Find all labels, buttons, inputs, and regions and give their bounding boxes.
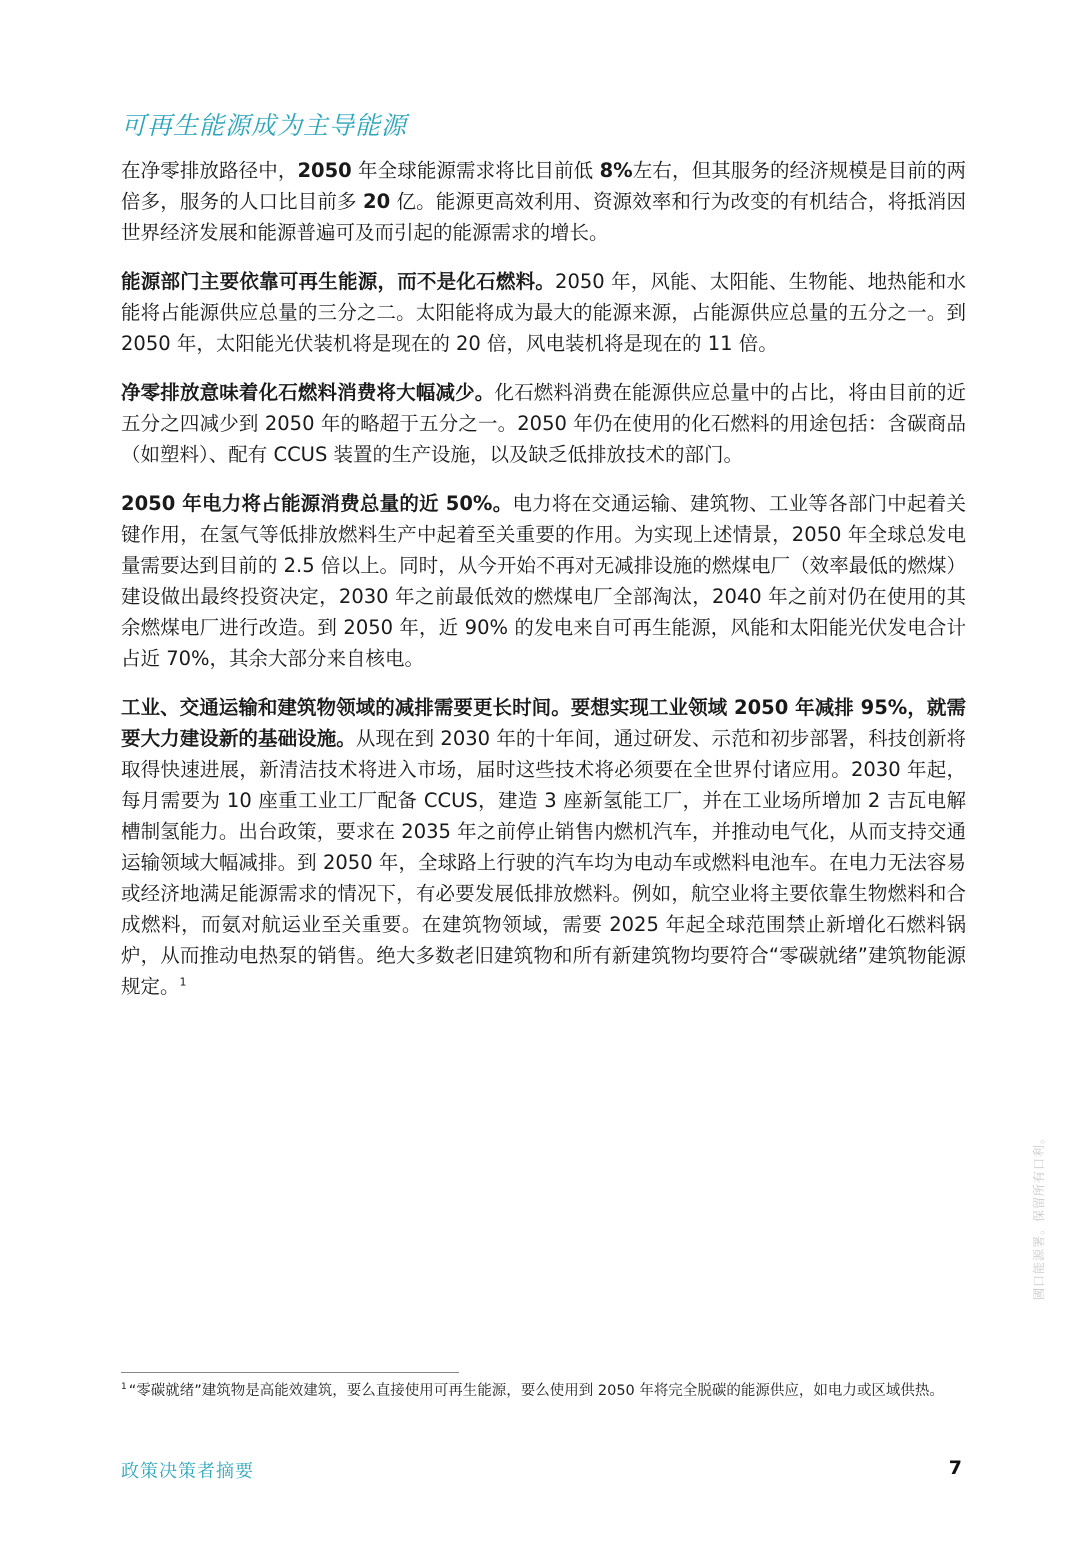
paragraph-2-text: 2050 年，风能、太阳能、生物能、地热能和水能将占能源供应总量的三分之二。太阳能将成为最大的能源来源，占能源供应总量的五分之一。到 2050 年，太阳能光伏装机将是现在的 20 倍，风电装机将是现在的 11 倍。 [121,270,966,355]
footnote-marker: 1 [121,1382,127,1393]
paragraph-3-text: 化石燃料消费在能源供应总量中的占比，将由目前的近五分之四减少到 2050 年的略超于五分之一。2050 年仍在使用的化石燃料的用途包括：含碳商品（如塑料）、配有 CCUS 装置的生产设施，以及缺乏低排放技术的部门。 [121,381,966,466]
paragraph-1-year: 2050 [297,159,352,182]
footer-title: 政策决策者摘要 [121,1461,254,1482]
paragraph-1-percent: 8% [599,159,633,182]
paragraph-5-lead: 工业、交通运输和建筑物领域的减排需要更长时间。要想实现工业领域 2050 年减排 95%，就需要大力建设新的基础设施。 [121,696,966,750]
footnote-reference[interactable]: 1 [179,975,187,989]
paragraph-1-text-b: 年全球能源需求将比目前低 [351,159,600,182]
paragraph-2-lead: 能源部门主要依靠可再生能源，而不是化石燃料。 [121,270,556,293]
paragraph-5-text: 从现在到 2030 年的十年间，通过研发、示范和初步部署，科技创新将取得快速进展，新清洁技术将进入市场，届时这些技术将必须要在全世界付诸应用。2030 年起，每月需要为 10 座重工业工厂配备 CCUS，建造 3 座新氢能工厂，并在工业场所增加 2 吉瓦电解槽制氢能力。出台政策，要求在 2035 年之前停止销售内燃机汽车，并推动电气化，从而支持交通运输领域大幅减排。到 2050 年，全球路上行驶的汽车均为电动车或燃料电池车。在电力无法容易或经济地满足能源需求的情况下，有必要发展低排放燃料。例如，航空业将主要依靠生物燃料和合成燃料，而氨对航运业至关重要。在建筑物领域，需要 2025 年起全球范围禁止新增化石燃料锅炉，从而推动电热泵的销售。绝大多数老旧建筑物和所有新建筑物均要符合“零碳就绪”建筑物能源规定。 [121,727,966,998]
footnote-divider [121,1372,459,1373]
paragraph-1-text-a: 在净零排放路径中， [121,159,298,182]
page-number: 7 [948,1457,962,1479]
footnote-text: “零碳就绪”建筑物是高能效建筑，要么直接使用可再生能源，要么使用到 2050 年将完全脱碳的能源供应，如电力或区域供热。 [128,1383,944,1399]
watermark: 國口能源署。保留所有口利。 [1032,1130,1046,1300]
body-text [121,155,966,1020]
section-title: 可再生能源成为主导能源 [121,111,408,140]
paragraph-4 [121,488,966,674]
paragraph-4-lead: 2050 年电力将占能源消费总量的近 50%。 [121,492,513,515]
paragraph-3 [121,377,966,470]
paragraph-1-text-d: 亿。能源更高效利用、资源效率和行为改变的有机结合，将抵消因世界经济发展和能源普遍可及而引起的能源需求的增长。 [121,190,966,244]
paragraph-4-text: 电力将在交通运输、建筑物、工业等各部门中起着关键作用，在氢气等低排放燃料生产中起着至关重要的作用。为实现上述情景，2050 年全球总发电量需要达到目前的 2.5 倍以上。同时，从今开始不再对无减排设施的燃煤电厂（效率最低的燃煤）建设做出最终投资决定，2030 年之前最低效的燃煤电厂全部淘汰，2040 年之前对仍在使用的其余燃煤电厂进行改造。到 2050 年，近 90% 的发电来自可再生能源，风能和太阳能光伏发电合计占近 70%，其余大部分来自核电。 [121,492,966,670]
paragraph-1-text-c: 左右，但其服务的经济规模是目前的两倍多，服务的人口比目前多 [121,159,966,213]
paragraph-2 [121,266,966,359]
footnote [121,1380,966,1402]
paragraph-1-population: 20 [363,190,391,213]
paragraph-5 [121,692,966,1002]
paragraph-1 [121,155,966,248]
paragraph-3-lead: 净零排放意味着化石燃料消费将大幅减少。 [121,381,495,404]
